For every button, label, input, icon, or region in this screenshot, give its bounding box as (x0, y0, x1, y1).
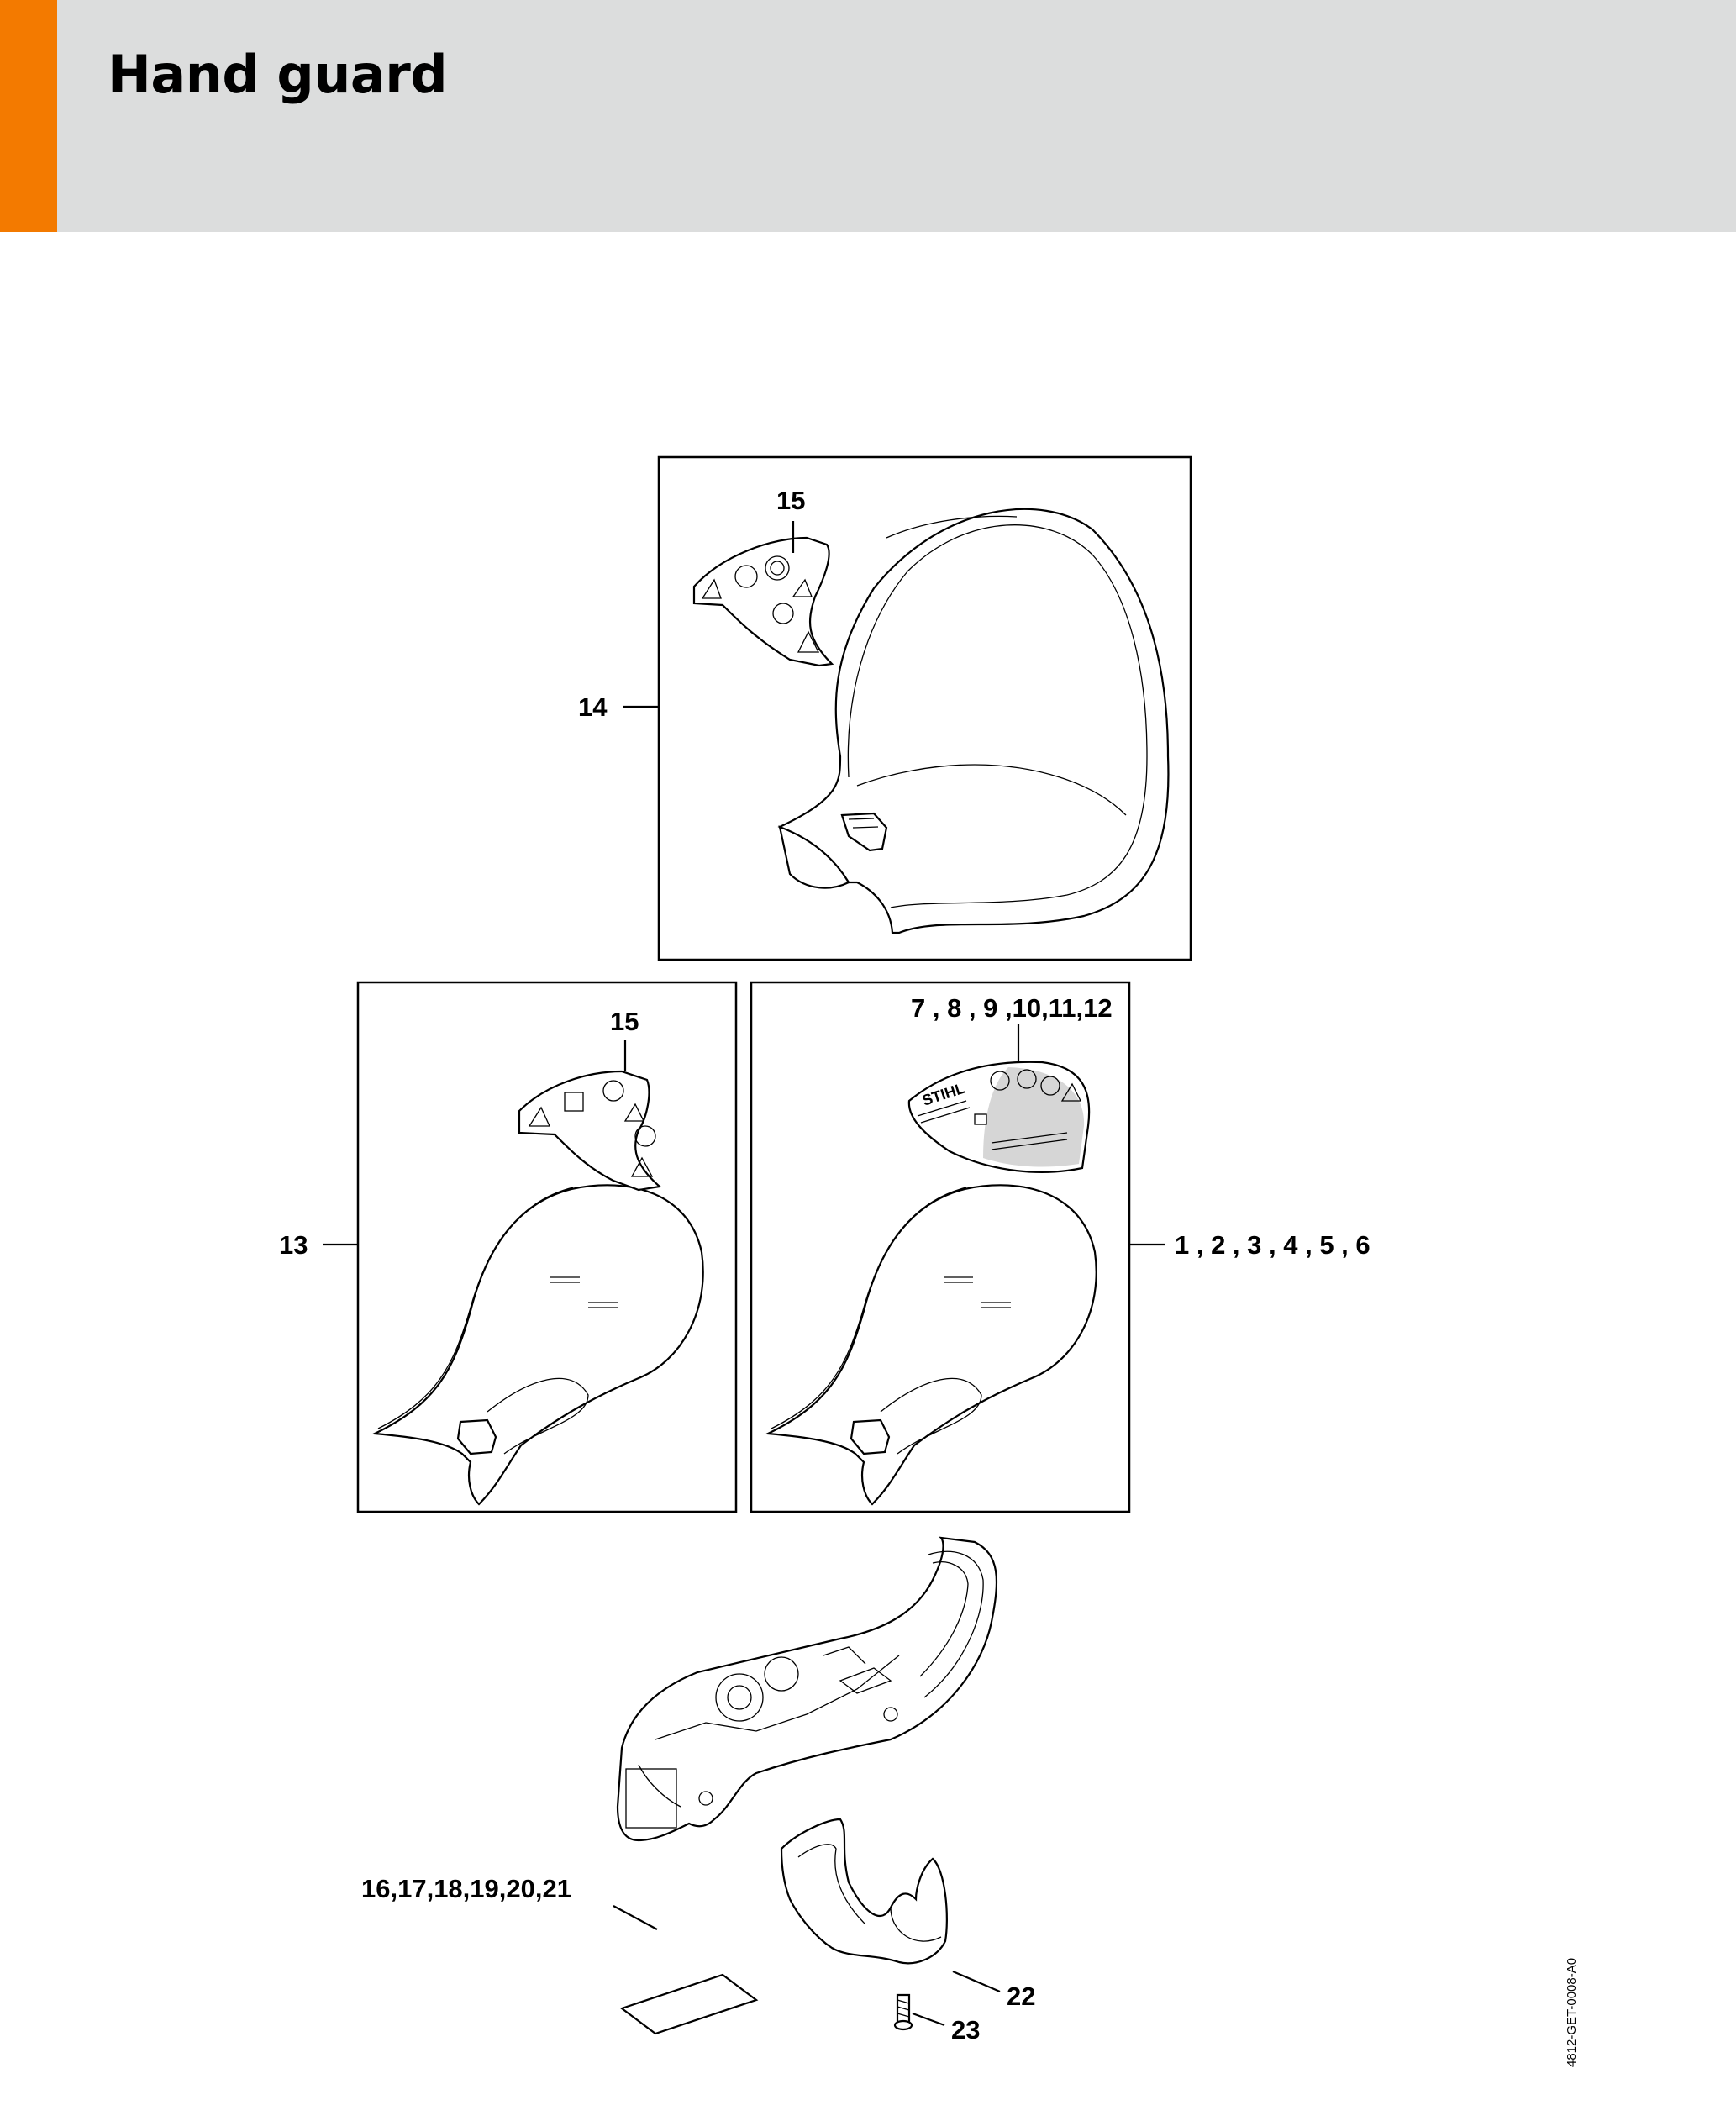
callout-22: 22 (1007, 1982, 1036, 2011)
hand-guard-13 (375, 1185, 703, 1504)
leader-16-21 (613, 1906, 657, 1929)
label-15-top (694, 538, 832, 666)
callout-15-left: 15 (610, 1007, 639, 1036)
leader-22 (953, 1971, 1000, 1992)
callout-1-6: 1 , 2 , 3 , 4 , 5 , 6 (1175, 1230, 1370, 1260)
hand-guard-1-6 (768, 1185, 1097, 1504)
leader-23 (913, 2013, 944, 2025)
screw-23 (895, 1995, 912, 2029)
hand-guard-cover-22 (781, 1819, 947, 1963)
page-title: Hand guard (108, 44, 448, 105)
drawing-code: 4812-GET-0008-A0 (1565, 1957, 1579, 2067)
handle-housing (618, 1538, 997, 1840)
callout-15-top: 15 (776, 486, 806, 515)
sticker-16-21 (622, 1975, 756, 2034)
callout-13: 13 (279, 1230, 308, 1260)
label-15-left (519, 1071, 660, 1190)
callout-23: 23 (951, 2015, 981, 2045)
hand-guard-14 (780, 509, 1168, 933)
svg-text:STIHL: STIHL (920, 1079, 967, 1109)
label-7-12 (909, 1062, 1089, 1172)
callout-16-21: 16,17,18,19,20,21 (361, 1874, 571, 1903)
callout-14: 14 (578, 692, 608, 722)
callout-7-12: 7 , 8 , 9 ,10,11,12 (911, 993, 1113, 1023)
